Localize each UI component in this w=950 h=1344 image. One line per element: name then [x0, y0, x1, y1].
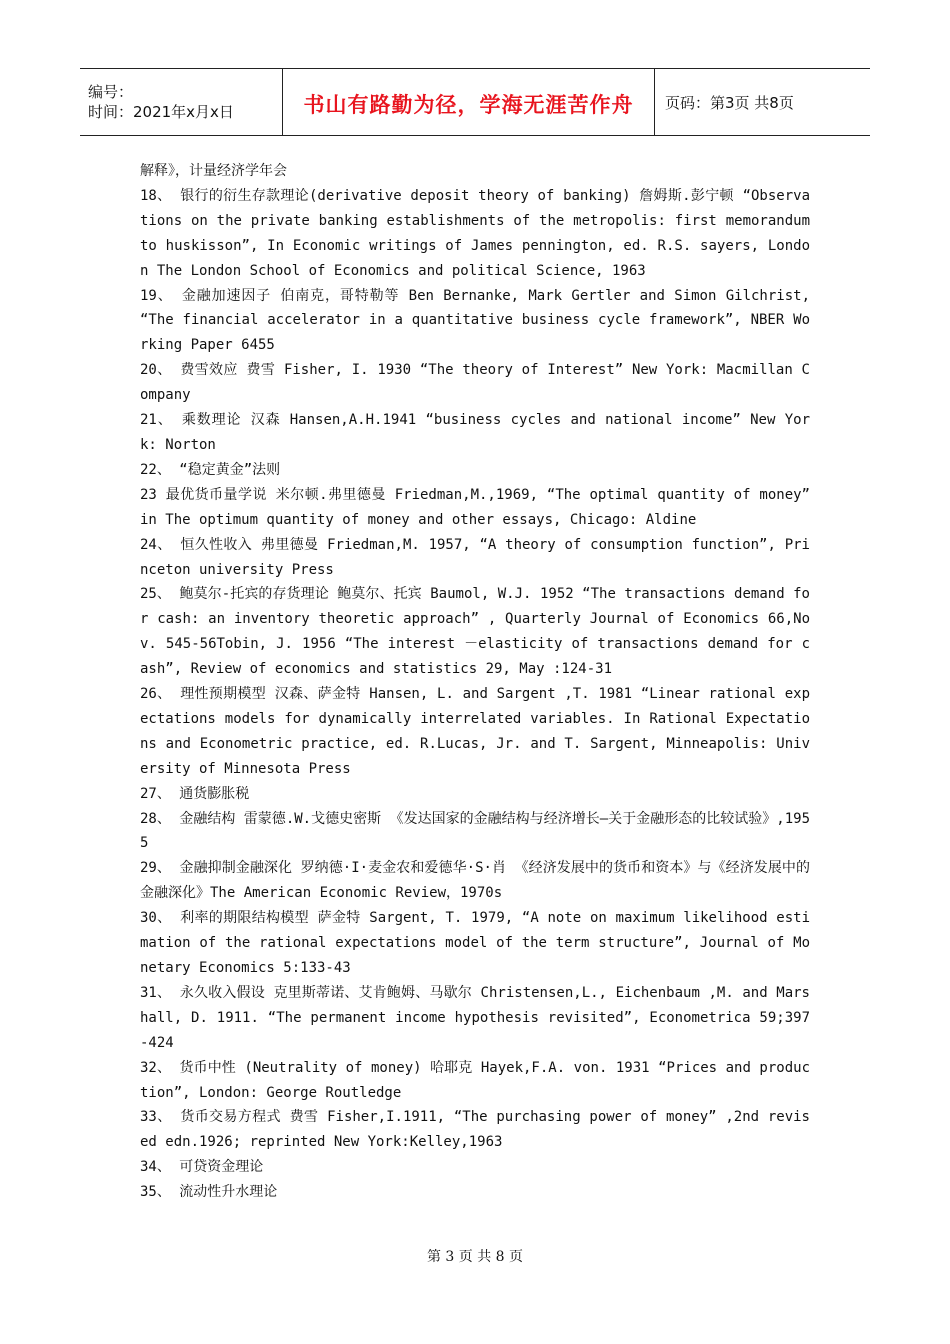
- paragraph: 19、 金融加速因子 伯南克，哥特勒等 Ben Bernanke, Mark Gertler and Simon Gilchrist, “The financial accelerator in a quantitative business cycle framework”, NBER Working Paper 6455: [140, 287, 810, 354]
- paragraph: 解释》，计量经济学年会: [140, 163, 287, 179]
- paragraph: 33、 货币交易方程式 费雪 Fisher,I.1911, “The purchasing power of money” ,2nd revised edn.1926; reprinted New York:Kelley,1963: [140, 1109, 810, 1151]
- page-header: [80, 68, 870, 136]
- header-page-info: 页码：第3页 共8页: [665, 93, 794, 112]
- paragraph: 23 最优货币量学说 米尔顿.弗里德曼 Friedman,M.,1969, “The optimal quantity of money” in The optimum quantity of money and other essays, Chicago: Aldine: [140, 486, 810, 528]
- document-body: [140, 159, 810, 1205]
- paragraph: 27、 通货膨胀税: [140, 785, 250, 802]
- paragraph: 32、 货币中性 (Neutrality of money) 哈耶克 Hayek,F.A. von. 1931 “Prices and production”, London: George Routledge: [140, 1059, 810, 1101]
- paragraph: 26、 理性预期模型 汉森、萨金特 Hansen, L. and Sargent ,T. 1981 “Linear rational expectations models for dynamically interrelated variables. In Rational Expectations and Econometric practice, ed. R.Lucas, Jr. and T. Sargent, Minneapolis: University of Minnesota Press: [140, 686, 810, 777]
- paragraph: 18、 银行的衍生存款理论(derivative deposit theory of banking) 詹姆斯.彭宁顿 “Observations on the private banking establishments of the metropolis: first memorandum to huskisson”, In Economic writings of James pennington, ed. R.S. sayers, London The London School of Economics and political Science, 1963: [140, 187, 810, 279]
- header-motto: 书山有路勤为径，学海无涯苦作舟: [282, 69, 655, 135]
- page-footer: 第 3 页 共 8 页: [426, 1249, 524, 1265]
- paragraph: 20、 费雪效应 费雪 Fisher, I. 1930 “The theory of Interest” New York: Macmillan Company: [140, 362, 810, 404]
- paragraph: 34、 可贷资金理论: [140, 1159, 264, 1176]
- date-line: 时间：2021年x月x日: [88, 103, 234, 121]
- paragraph: 24、 恒久性收入 弗里德曼 Friedman,M. 1957, “A theory of consumption function”, Princeton university Press: [140, 536, 810, 578]
- paragraph: 35、 流动性升水理论: [140, 1184, 278, 1201]
- paragraph: 29、 金融抑制金融深化 罗纳德·I·麦金农和爱德华·S·肖 《经济发展中的货币和资本》与《经济发展中的金融深化》The American Economic Review，1970s: [140, 860, 810, 902]
- paragraph: 25、 鲍莫尔-托宾的存货理论 鲍莫尔、托宾 Baumol, W.J. 1952 “The transactions demand for cash: an inventory theoretic approach” , Quarterly Journal of Economics 66,Nov. 545-56Tobin, J. 1956 “The interest －elasticity of transactions demand for cash”, Review of economics and statistics 29, May :124-31: [140, 586, 810, 678]
- paragraph: 28、 金融结构 雷蒙德.W.戈德史密斯 《发达国家的金融结构与经济增长—关于金融形态的比较试验》,1955: [140, 810, 810, 852]
- code-label: 编号：: [88, 83, 134, 101]
- paragraph: 22、 “稳定黄金”法则: [140, 461, 281, 478]
- paragraph: 21、 乘数理论 汉森 Hansen,A.H.1941 “business cycles and national income” New York: Norton: [140, 412, 810, 453]
- paragraph: 30、 利率的期限结构模型 萨金特 Sargent, T. 1979, “A note on maximum likelihood estimation of the rational expectations model of the term structure”, Journal of Monetary Economics 5:133-43: [140, 910, 810, 976]
- paragraph: 31、 永久收入假设 克里斯蒂诺、艾肯鲍姆、马歇尔 Christensen,L., Eichenbaum ,M. and Marshall, D. 1911. “The permanent income hypothesis revisited”, Econometrica 59;397-424: [140, 984, 810, 1051]
- header-meta: [80, 69, 282, 135]
